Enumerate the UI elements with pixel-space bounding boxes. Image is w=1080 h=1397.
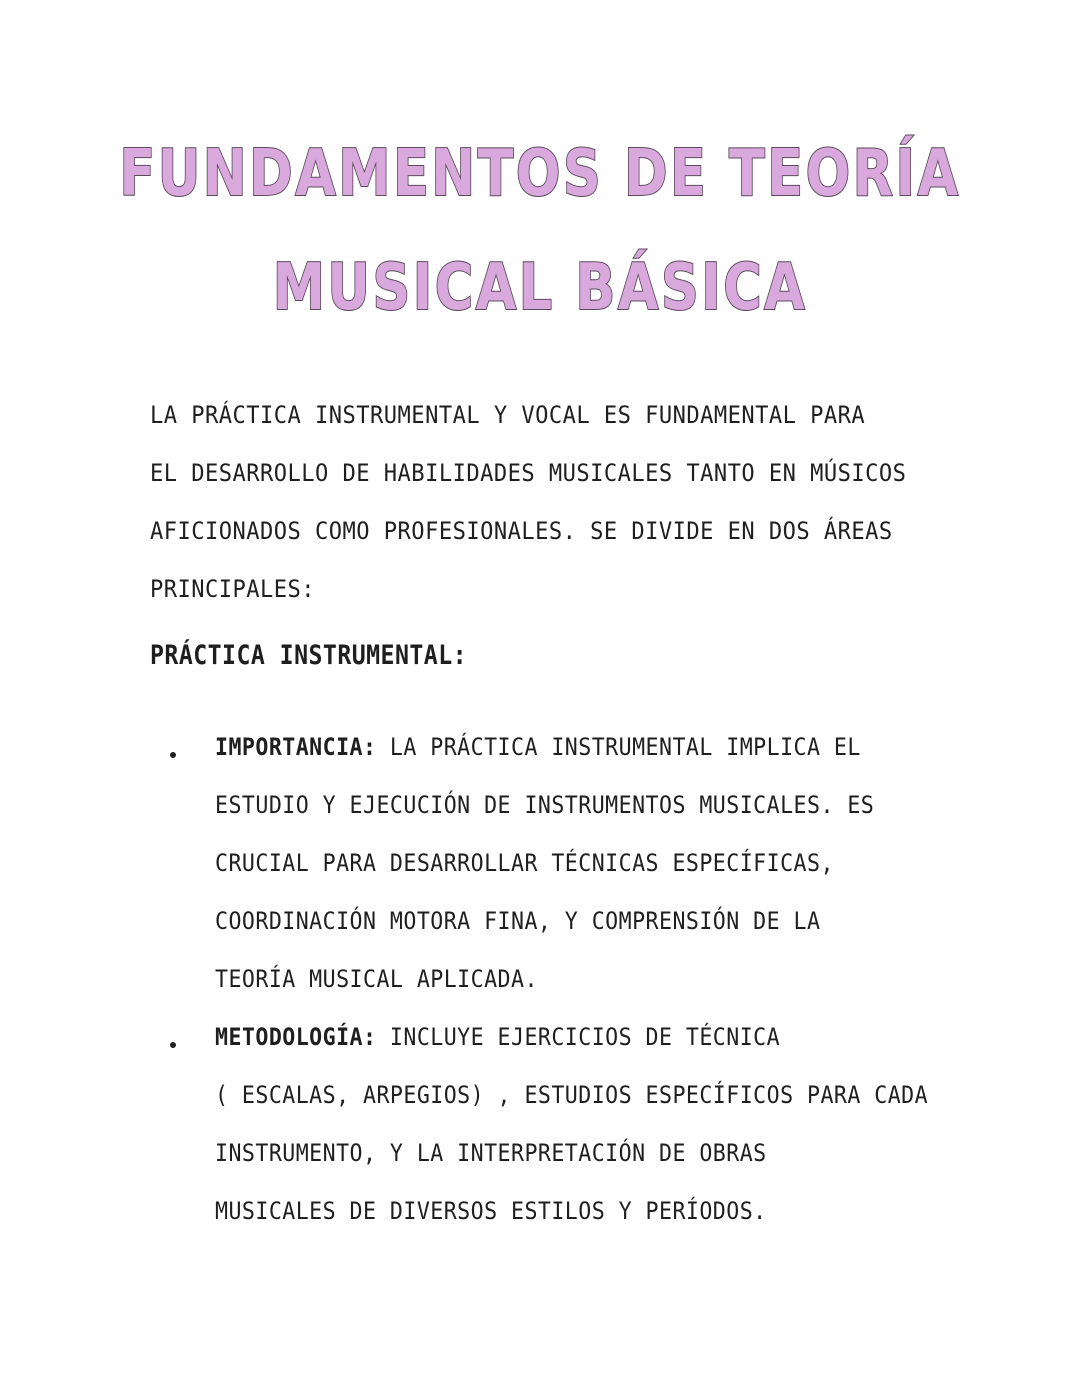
bullet-first-line <box>215 1008 886 1066</box>
bullet-line: ( ESCALAS, ARPEGIOS) , ESTUDIOS ESPECÍFICOS PARA CADA <box>215 1081 929 1109</box>
bullet-dot-icon <box>170 1042 176 1048</box>
bullet-term: IMPORTANCIA: <box>215 733 377 761</box>
bullet-first-line <box>215 718 886 776</box>
intro-line: AFICIONADOS COMO PROFESIONALES. SE DIVIDE EN DOS ÁREAS <box>150 517 893 545</box>
bullet-body <box>215 1008 929 1240</box>
intro-line: EL DESARROLLO DE HABILIDADES MUSICALES TANTO EN MÚSICOS <box>150 459 907 487</box>
bullet-line: CRUCIAL PARA DESARROLLAR TÉCNICAS ESPECÍFICAS, <box>215 849 834 877</box>
intro-paragraph <box>150 386 914 618</box>
section-heading: PRÁCTICA INSTRUMENTAL: <box>150 640 468 671</box>
intro-line: LA PRÁCTICA INSTRUMENTAL Y VOCAL ES FUNDAMENTAL PARA <box>150 401 866 429</box>
bullet-dot-icon <box>170 752 176 758</box>
bullet-first-line-text: LA PRÁCTICA INSTRUMENTAL IMPLICA EL <box>376 733 861 761</box>
bullet-line: COORDINACIÓN MOTORA FINA, Y COMPRENSIÓN DE LA <box>215 907 821 935</box>
bullet-line: TEORÍA MUSICAL APLICADA. <box>215 965 538 993</box>
bullet-body <box>215 718 886 1008</box>
page-title-line-1: FUNDAMENTOS DE TEORÍA <box>119 137 961 211</box>
bullet-term: METODOLOGÍA: <box>215 1023 377 1051</box>
bullet-first-line-text: INCLUYE EJERCICIOS DE TÉCNICA <box>376 1023 781 1051</box>
bullet-line: ESTUDIO Y EJECUCIÓN DE INSTRUMENTOS MUSICALES. ES <box>215 791 875 819</box>
page-title-line-2: MUSICAL BÁSICA <box>272 251 808 325</box>
bullet-list <box>160 718 960 1240</box>
bullet-line: INSTRUMENTO, Y LA INTERPRETACIÓN DE OBRAS <box>215 1139 767 1167</box>
bullet-line: MUSICALES DE DIVERSOS ESTILOS Y PERÍODOS. <box>215 1197 767 1225</box>
list-item <box>160 718 960 1008</box>
intro-line: PRINCIPALES: <box>150 575 316 603</box>
list-item <box>160 1008 960 1240</box>
